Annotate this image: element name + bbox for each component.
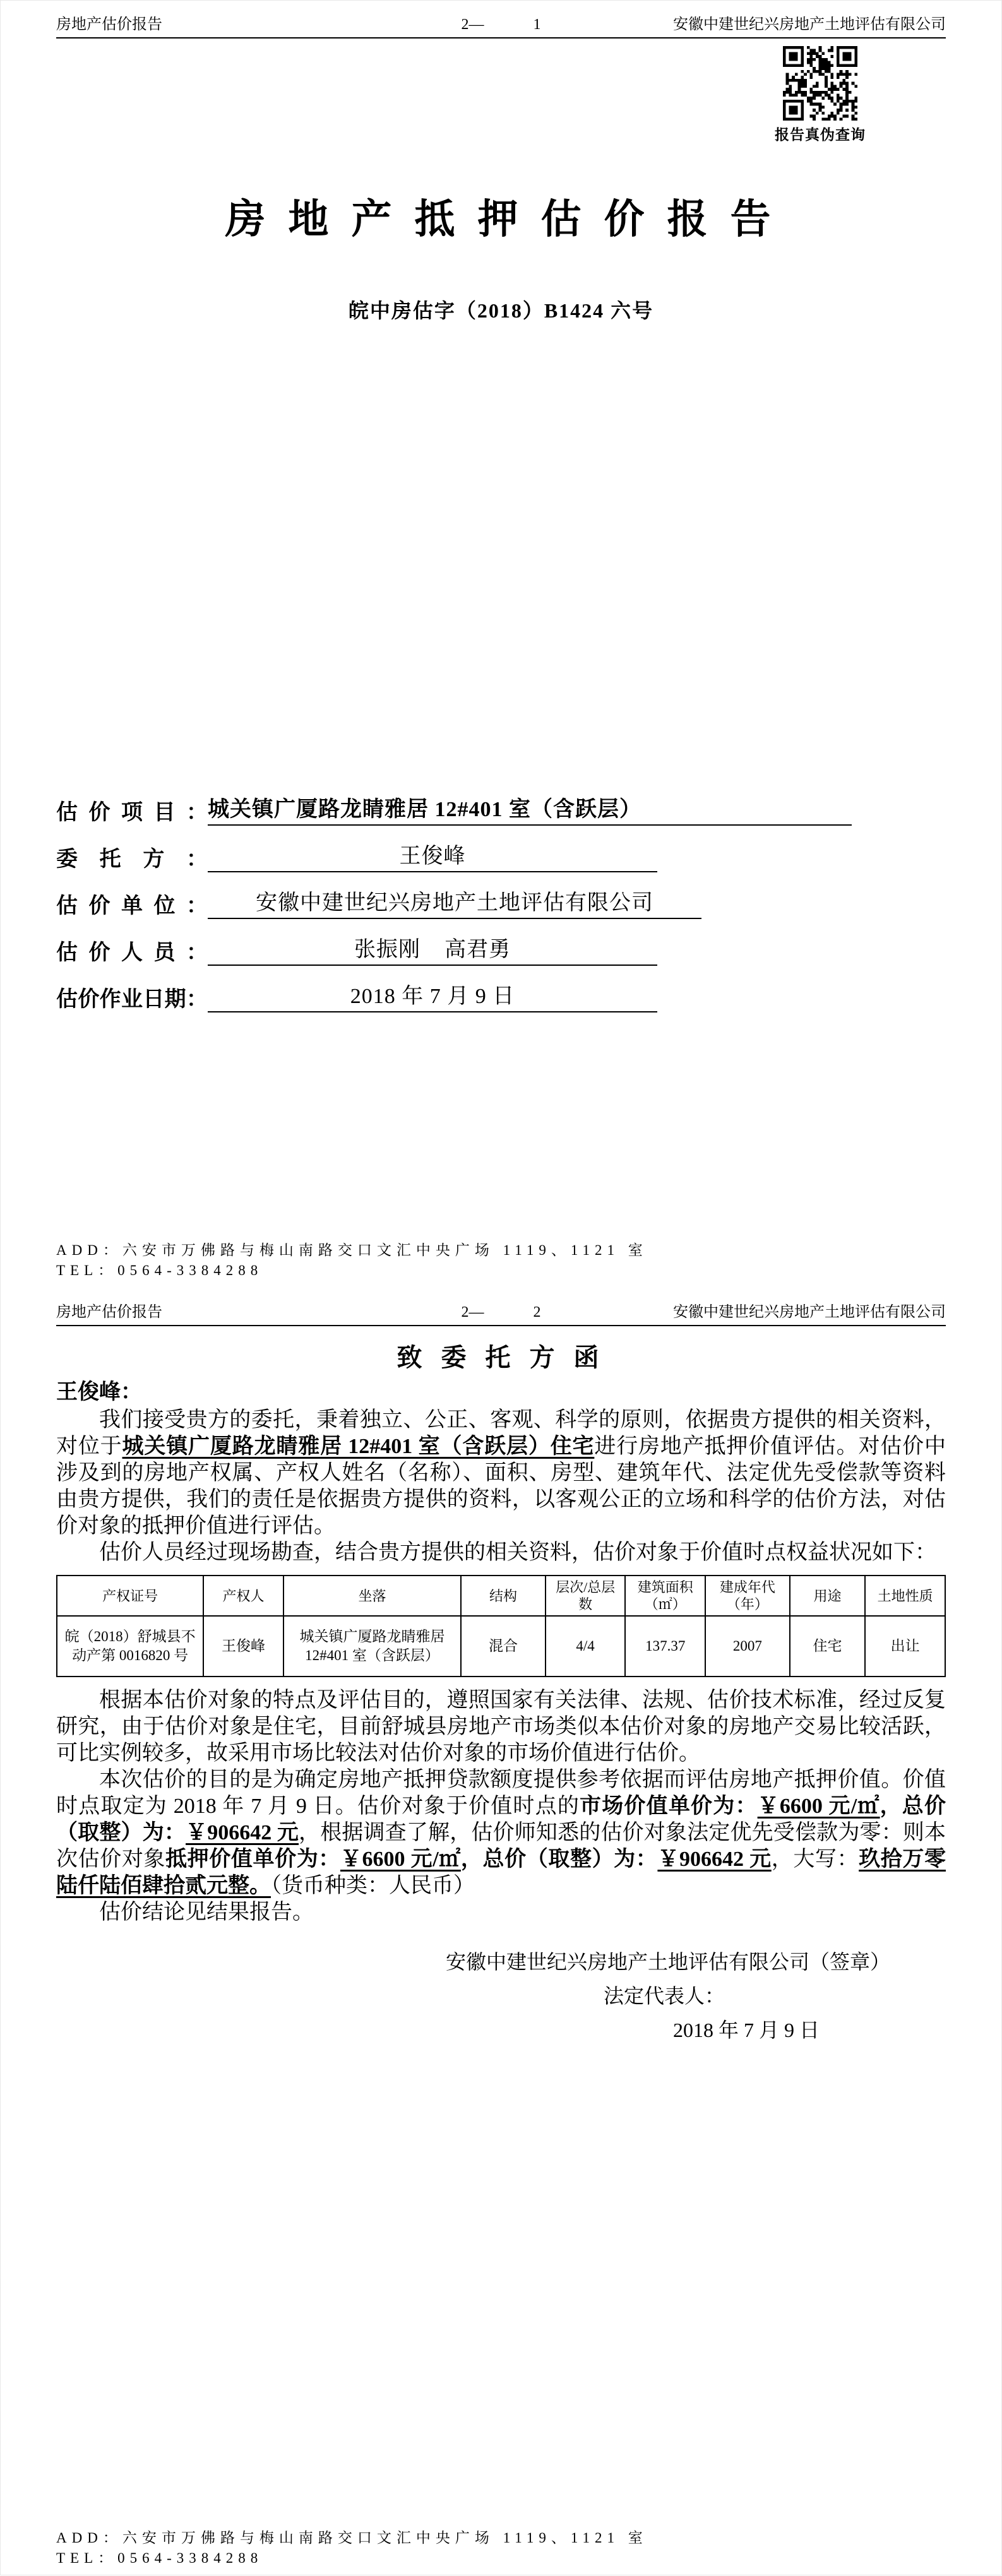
property-rights-table: [56, 1575, 946, 1677]
text-segment: ，根据调查了解，估价师知悉的估价对象法定优先受偿款为零：则本次估价对象: [56, 1821, 946, 1871]
header-company-name: 安徽中建世纪兴房地产土地评估有限公司: [673, 1304, 946, 1321]
mortgage-total-price: ￥906642 元: [657, 1848, 772, 1871]
header-page-indicator: [462, 16, 541, 33]
qr-code-icon: [783, 46, 857, 121]
header-page-number: 2: [533, 1304, 541, 1321]
market-price-label: 市场价值单价为：: [580, 1795, 758, 1818]
text-segment: （货币种类：人民币）: [271, 1874, 475, 1897]
field-valuation-date: [56, 985, 946, 1012]
total-price-label: ，总价（取整）为：: [56, 1795, 946, 1844]
letter-paragraph-5: 估价结论见结果报告。: [99, 1901, 314, 1924]
text-segment: 进行房地产抵押价值评估。对估价中涉及到的房地产权属、产权人姓名（名称）、面积、房型、建筑年代、法定优先受偿款等资料由贵方提供，我们的责任是依据贵方提供的资料，以客观公正的立场和科学的估价方法，对估价对象的抵押价值进行评估。: [56, 1435, 946, 1538]
th-area: 建筑面积（㎡）: [625, 1576, 705, 1616]
th-year-built: 建成年代（年）: [705, 1576, 790, 1616]
cell-floor: 4/4: [546, 1616, 626, 1677]
header-doc-title: 房地产估价报告: [56, 1304, 162, 1321]
th-owner: 产权人: [203, 1576, 283, 1616]
field-client-label: 委托方：: [56, 848, 208, 871]
page-2: [1, 1288, 1001, 2576]
letter-paragraph-4: [56, 1767, 946, 1899]
text-segment: 我们接受贵方的委托，秉着独立、公正、客观、科学的原则，依据贵方提供的相关资料，对位于: [56, 1408, 946, 1458]
letter-paragraph-3: 根据本估价对象的特点及评估目的，遵照国家有关法律、法规、估价技术标准，经过反复研究，由于估价对象是住宅，目前舒城县房地产市场类似本估价对象的房地产交易比较活跃，可比实例较多，故采用市场比较法对估价对象的市场价值进行估价。: [56, 1689, 946, 1765]
cell-year-built: 2007: [705, 1616, 790, 1677]
footer-address: ADD：六安市万佛路与梅山南路交口文汇中央广场 1119、1121 室: [56, 1242, 648, 1258]
report-title: 房 地 产 抵 押 估 价 报 告: [225, 197, 777, 242]
cell-certificate-no: 皖（2018）舒城县不动产第 0016820 号: [57, 1616, 203, 1677]
table-row: [57, 1616, 945, 1677]
cell-usage: 住宅: [790, 1616, 866, 1677]
letter-title: 致 委 托 方 函: [397, 1343, 605, 1372]
field-agency-label: 估价单位：: [56, 894, 208, 918]
field-project-value: 城关镇广厦路龙睛雅居 12#401 室（含跃层）: [208, 792, 852, 826]
cell-area: 137.37: [625, 1616, 705, 1677]
field-valuers-value: 张振刚 高君勇: [208, 932, 657, 966]
field-valuation-date-value: 2018 年 7 月 9 日: [208, 978, 657, 1012]
th-floor: 层次/总层数: [546, 1576, 626, 1616]
field-agency-value: 安徽中建世纪兴房地产土地评估有限公司: [208, 885, 701, 919]
amount-in-words: 玖拾万零陆仟陆佰肆拾贰元整。: [56, 1848, 946, 1897]
cell-location: 城关镇广厦路龙睛雅居 12#401 室（含跃层）: [283, 1616, 461, 1677]
th-usage: 用途: [790, 1576, 866, 1616]
header-page-indicator: [462, 1303, 541, 1321]
header-doc-title: 房地产估价报告: [56, 16, 162, 33]
market-total-price: ￥906642 元: [186, 1821, 299, 1844]
field-valuers-label: 估价人员：: [56, 941, 208, 965]
cover-fields: [56, 798, 946, 1012]
signature-company: 安徽中建世纪兴房地产土地评估有限公司（签章）: [445, 1950, 890, 1973]
footer-tel: TEL：0564-3384288: [56, 1262, 263, 1278]
qr-caption: 报告真伪查询: [775, 127, 866, 143]
header-page-prefix: 2—: [461, 16, 484, 33]
signature-block: [56, 1947, 946, 2045]
letter-paragraph-1: [56, 1407, 946, 1540]
field-client: [56, 845, 946, 872]
footer-address: ADD：六安市万佛路与梅山南路交口文汇中央广场 1119、1121 室: [56, 2530, 648, 2546]
signature-representative: 法定代表人：: [603, 1985, 725, 2007]
field-valuers: [56, 938, 946, 966]
cell-land-nature: 出让: [865, 1616, 945, 1677]
th-land-nature: 土地性质: [865, 1576, 945, 1616]
mortgage-price-label: 抵押价值单价为：: [165, 1848, 340, 1871]
cell-structure: 混合: [461, 1616, 546, 1677]
page-header: [56, 1, 946, 39]
header-page-number: 1: [533, 16, 541, 33]
cell-owner: 王俊峰: [203, 1616, 283, 1677]
page-footer: [56, 1240, 946, 1281]
page-header: [56, 1288, 946, 1326]
table-header-row: [57, 1576, 945, 1616]
page-1: [1, 1, 1001, 1288]
field-valuation-date-label: 估价作业日期：: [56, 988, 208, 1011]
page-footer: [56, 2528, 946, 2568]
report-number: 皖中房估字（2018）B1424 六号: [348, 299, 654, 322]
footer-tel: TEL：0564-3384288: [56, 2550, 263, 2566]
letter-paragraph-2: 估价人员经过现场勘查，结合贵方提供的相关资料，估价对象于价值时点权益状况如下：: [99, 1541, 936, 1564]
field-project-label: 估价项目：: [56, 801, 208, 824]
mortgage-unit-price: ￥6600 元/㎡: [340, 1848, 461, 1871]
field-client-value: 王俊峰: [208, 838, 657, 872]
text-segment: 本次估价的目的是为确定房地产抵押贷款额度提供参考依据而评估房地产抵押价值。价值时点取定为 2018 年 7 月 9 日。估价对象于价值时点的: [56, 1768, 946, 1818]
market-unit-price: ￥6600 元/㎡: [757, 1795, 880, 1818]
field-agency: [56, 891, 946, 919]
signature-date: 2018 年 7 月 9 日: [672, 2019, 820, 2041]
qr-block: [773, 46, 868, 144]
property-name-highlight: 城关镇广厦路龙睛雅居 12#401 室（含跃层）住宅: [122, 1435, 595, 1458]
th-certificate-no: 产权证号: [57, 1576, 203, 1616]
th-location: 坐落: [283, 1576, 461, 1616]
letter-salutation: 王俊峰：: [56, 1380, 142, 1404]
header-company-name: 安徽中建世纪兴房地产土地评估有限公司: [673, 16, 946, 33]
text-segment: ，大写：: [771, 1848, 859, 1871]
header-page-prefix: 2—: [461, 1304, 484, 1321]
field-project: [56, 798, 946, 826]
total-price-label: ，总价（取整）为：: [460, 1848, 658, 1871]
th-structure: 结构: [461, 1576, 546, 1616]
